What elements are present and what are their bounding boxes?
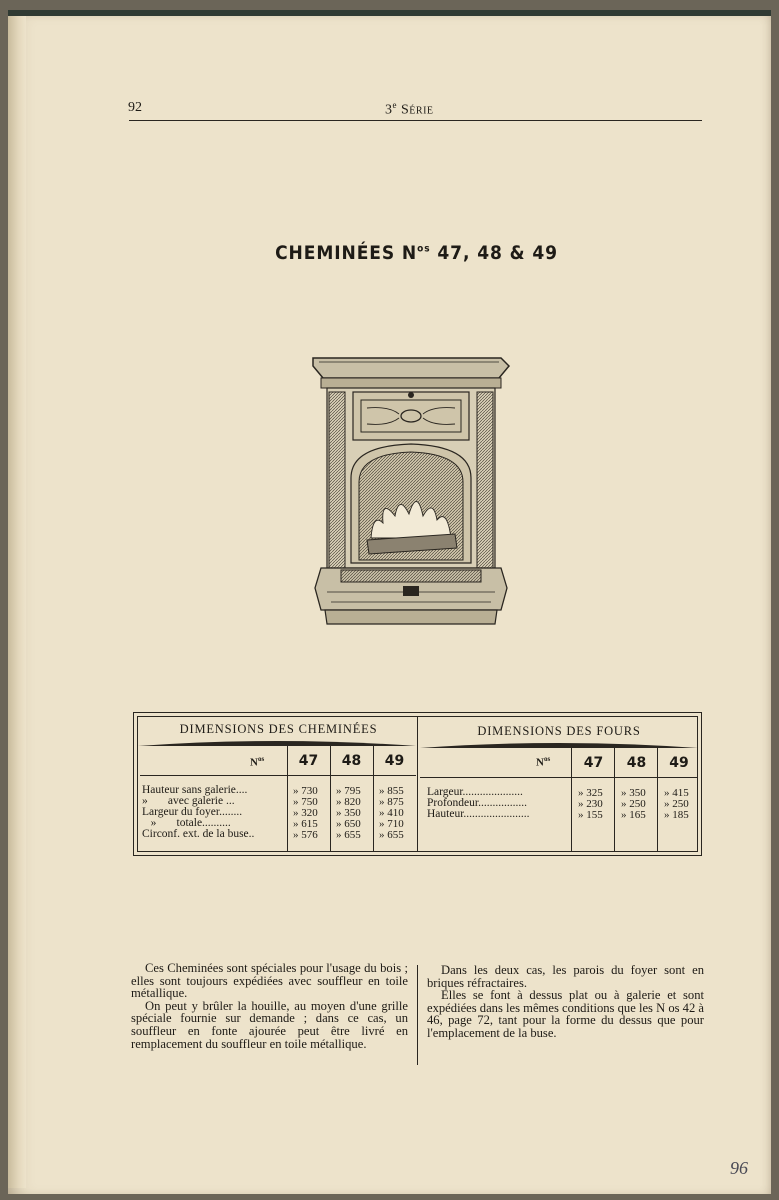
- cheminees-value: » 750: [293, 796, 318, 808]
- paragraph: On peut y brûler la houille, au moyen d'une grille spéciale fournie sur demande ; dans ce cas, un souffleur en fonte ajourée peut être livré en remplacement du souffleur en toile métallique.: [131, 998, 408, 1051]
- cheminees-value: » 410: [379, 807, 404, 819]
- cheminees-value: » 795: [336, 785, 361, 797]
- cheminees-value: » 875: [379, 796, 404, 808]
- cheminees-col-48: 48: [341, 753, 362, 769]
- cheminees-value: » 576: [293, 829, 318, 841]
- fours-value: » 350: [621, 787, 646, 799]
- fours-value: » 325: [578, 787, 603, 799]
- cheminees-heading: DIMENSIONS DES CHEMINÉES: [179, 722, 378, 736]
- fours-value: » 155: [578, 809, 603, 821]
- paragraph: Dans les deux cas, les parois du foyer sont en briques réfractaires.: [427, 963, 704, 990]
- page-title: CHEMINÉES $N^{os}$ 47, 48 & 49: [275, 242, 558, 264]
- paragraph: Ces Cheminées sont spéciales pour l'usage du bois ; elles sont toujours expédiées avec souffleur en toile métallique.: [131, 961, 408, 1001]
- cheminees-row-label: » avec galerie ...: [142, 795, 235, 807]
- cheminees-value: » 710: [379, 818, 404, 830]
- fours-row-label: Profondeur.................: [427, 797, 527, 809]
- fours-value: » 165: [621, 809, 646, 821]
- cheminees-value: » 855: [379, 785, 404, 797]
- series-label: 3e Série: [385, 100, 434, 118]
- fours-col-48: 48: [626, 755, 647, 771]
- cheminees-row-label: Circonf. ext. de la buse..: [142, 828, 255, 840]
- fours-row-label: Largeur.....................: [427, 786, 523, 798]
- fours-col-49: 49: [669, 755, 689, 771]
- cheminees-value: » 820: [336, 796, 361, 808]
- header-rule: [129, 120, 702, 121]
- cheminees-col-47: 47: [298, 753, 319, 769]
- paragraph: Elles se font à dessus plat ou à galerie et sont expédiées dans les mêmes conditions que les N os 42 à 46, page 72, tant pour la forme du dessus que pour l'emplacement de la buse.: [427, 988, 705, 1040]
- cheminees-col-49: 49: [384, 753, 405, 769]
- cheminees-rule: [138, 738, 416, 748]
- fours-col-47: 47: [583, 755, 604, 771]
- fours-value: » 230: [578, 798, 603, 810]
- fours-heading: DIMENSIONS DES FOURS: [477, 724, 641, 738]
- column-separator: [417, 965, 418, 1065]
- text-column-left: [131, 962, 408, 1050]
- fours-value: » 415: [664, 787, 689, 799]
- cheminees-value: » 655: [379, 829, 404, 841]
- fours-row-label: Hauteur.......................: [427, 808, 530, 820]
- cheminees-value: » 320: [293, 807, 318, 819]
- page-number: 92: [128, 100, 142, 115]
- cheminees-row-label: Largeur du foyer........: [142, 806, 243, 818]
- cheminees-row-label: » totale..........: [142, 817, 231, 829]
- fours-value: » 250: [621, 798, 646, 810]
- fours-value: » 250: [664, 798, 689, 810]
- fours-value: » 185: [664, 809, 689, 821]
- cheminees-value: » 655: [336, 829, 361, 841]
- fours-nos-label: $N^{os}$: [536, 755, 551, 769]
- cheminees-row-label: Hauteur sans galerie....: [142, 784, 248, 796]
- fireplace-illustration: [311, 348, 511, 628]
- book-spine: [8, 16, 26, 1188]
- cheminees-nos-label: $N^{os}$: [250, 755, 265, 769]
- cheminees-value: » 615: [293, 818, 318, 830]
- cheminees-value: » 350: [336, 807, 361, 819]
- handwritten-folio: 96: [730, 1158, 748, 1178]
- cheminees-value: » 650: [336, 818, 361, 830]
- cheminees-value: » 730: [293, 785, 318, 797]
- text-column-right: [427, 964, 704, 1040]
